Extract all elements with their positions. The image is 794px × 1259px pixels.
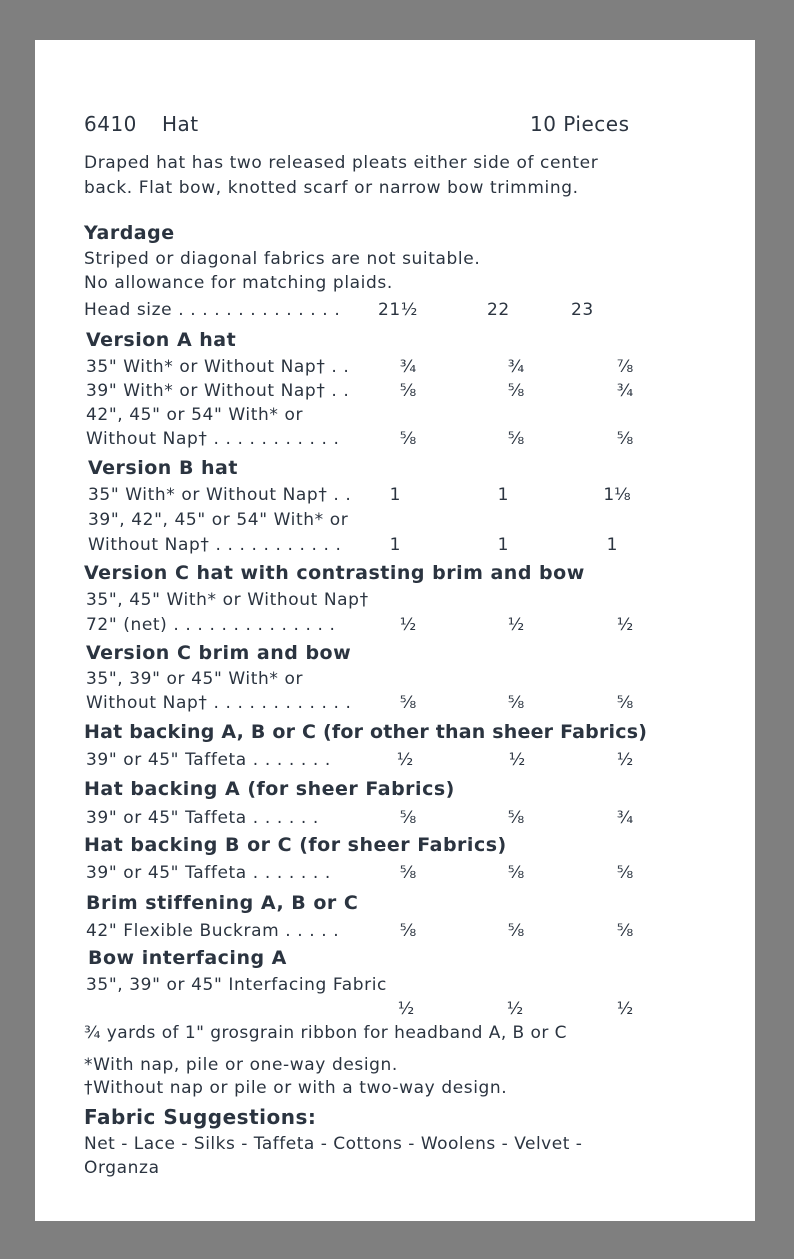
row-label: Without Nap† . . . . . . . . . . . .: [86, 693, 352, 713]
row-value: 1: [389, 485, 401, 505]
row-value: ⅝: [399, 693, 417, 713]
row-label: Without Nap† . . . . . . . . . . .: [88, 535, 342, 555]
row-value: ⅞: [616, 357, 634, 377]
row-value: ⅝: [507, 381, 525, 401]
section-title: Hat backing A (for sheer Fabrics): [84, 778, 455, 800]
row-value: ⅝: [507, 808, 525, 828]
row-value: ⅝: [399, 808, 417, 828]
row-value: ½: [399, 615, 417, 635]
row-value: ¾: [399, 357, 417, 377]
row-value: ⅝: [399, 921, 417, 941]
row-label: 35", 39" or 45" With* or: [86, 669, 304, 689]
yardage-title: Yardage: [84, 222, 175, 244]
section-title: Version A hat: [86, 329, 237, 351]
row-label: 39" With* or Without Nap† . .: [86, 381, 350, 401]
row-value: ½: [616, 750, 634, 770]
row-value: ½: [396, 750, 414, 770]
row-label: 35", 45" With* or Without Nap†: [86, 590, 369, 610]
yardage-note: Striped or diagonal fabrics are not suitable.: [84, 249, 481, 269]
row-value: 1: [497, 485, 509, 505]
fabric-suggestions-title: Fabric Suggestions:: [84, 1105, 317, 1129]
row-value: ½: [507, 615, 525, 635]
section-title: Version C hat with contrasting brim and bow: [84, 562, 585, 584]
section-title: Bow interfacing A: [88, 947, 287, 969]
section-title: Version C brim and bow: [86, 642, 352, 664]
row-value: ¾: [507, 357, 525, 377]
section-title: Brim stiffening A, B or C: [86, 892, 359, 914]
row-value: ⅝: [399, 381, 417, 401]
row-label: 35" With* or Without Nap† . .: [86, 357, 350, 377]
ribbon-note: ¾ yards of 1" grosgrain ribbon for headband A, B or C: [84, 1023, 567, 1043]
row-label: Without Nap† . . . . . . . . . . .: [86, 429, 340, 449]
row-value: ⅝: [507, 921, 525, 941]
row-label: 72" (net) . . . . . . . . . . . . . .: [86, 615, 336, 635]
head-size-label: Head size . . . . . . . . . . . . . .: [84, 300, 341, 320]
description-line: Draped hat has two released pleats either side of center: [84, 153, 599, 173]
header-name: Hat: [162, 112, 199, 136]
row-label: 42" Flexible Buckram . . . . .: [86, 921, 340, 941]
footnote: †Without nap or pile or with a two-way design.: [84, 1078, 508, 1098]
row-label: 35" With* or Without Nap† . .: [88, 485, 352, 505]
row-label: 35", 39" or 45" Interfacing Fabric: [86, 975, 387, 995]
row-label: 39" or 45" Taffeta . . . . . .: [86, 808, 319, 828]
fabric-suggestions-line: Organza: [84, 1158, 160, 1178]
section-title: Hat backing A, B or C (for other than sheer Fabrics): [84, 721, 648, 743]
section-title: Hat backing B or C (for sheer Fabrics): [84, 834, 507, 856]
description-line: back. Flat bow, knotted scarf or narrow bow trimming.: [84, 178, 579, 198]
row-label: 39" or 45" Taffeta . . . . . . .: [86, 863, 331, 883]
row-label: 39", 42", 45" or 54" With* or: [88, 510, 349, 530]
row-value: ½: [397, 999, 415, 1019]
row-value: ½: [616, 999, 634, 1019]
row-value: ⅝: [399, 429, 417, 449]
row-value: ⅝: [616, 863, 634, 883]
fabric-suggestions-line: Net - Lace - Silks - Taffeta - Cottons - Woolens - Velvet -: [84, 1134, 583, 1154]
row-value: ⅝: [507, 693, 525, 713]
row-label: 39" or 45" Taffeta . . . . . . .: [86, 750, 331, 770]
row-value: ½: [616, 615, 634, 635]
section-title: Version B hat: [88, 457, 238, 479]
row-value: ½: [508, 750, 526, 770]
row-value: ⅝: [507, 429, 525, 449]
row-value: ½: [506, 999, 524, 1019]
row-value: 1: [389, 535, 401, 555]
row-value: 1: [497, 535, 509, 555]
row-value: ¾: [616, 808, 634, 828]
head-size-value: 23: [571, 300, 594, 320]
footnote: *With nap, pile or one-way design.: [84, 1055, 398, 1075]
header-number: 6410: [84, 112, 137, 136]
head-size-value: 22: [487, 300, 510, 320]
row-value: ⅝: [616, 693, 634, 713]
row-value: 1⅛: [603, 485, 631, 505]
head-size-value: 21½: [378, 300, 418, 320]
row-value: ⅝: [616, 429, 634, 449]
header-pieces: 10 Pieces: [530, 112, 630, 136]
row-value: ⅝: [507, 863, 525, 883]
row-value: ⅝: [399, 863, 417, 883]
yardage-note: No allowance for matching plaids.: [84, 273, 393, 293]
row-value: ¾: [616, 381, 634, 401]
row-value: 1: [606, 535, 618, 555]
row-value: ⅝: [616, 921, 634, 941]
row-label: 42", 45" or 54" With* or: [86, 405, 304, 425]
